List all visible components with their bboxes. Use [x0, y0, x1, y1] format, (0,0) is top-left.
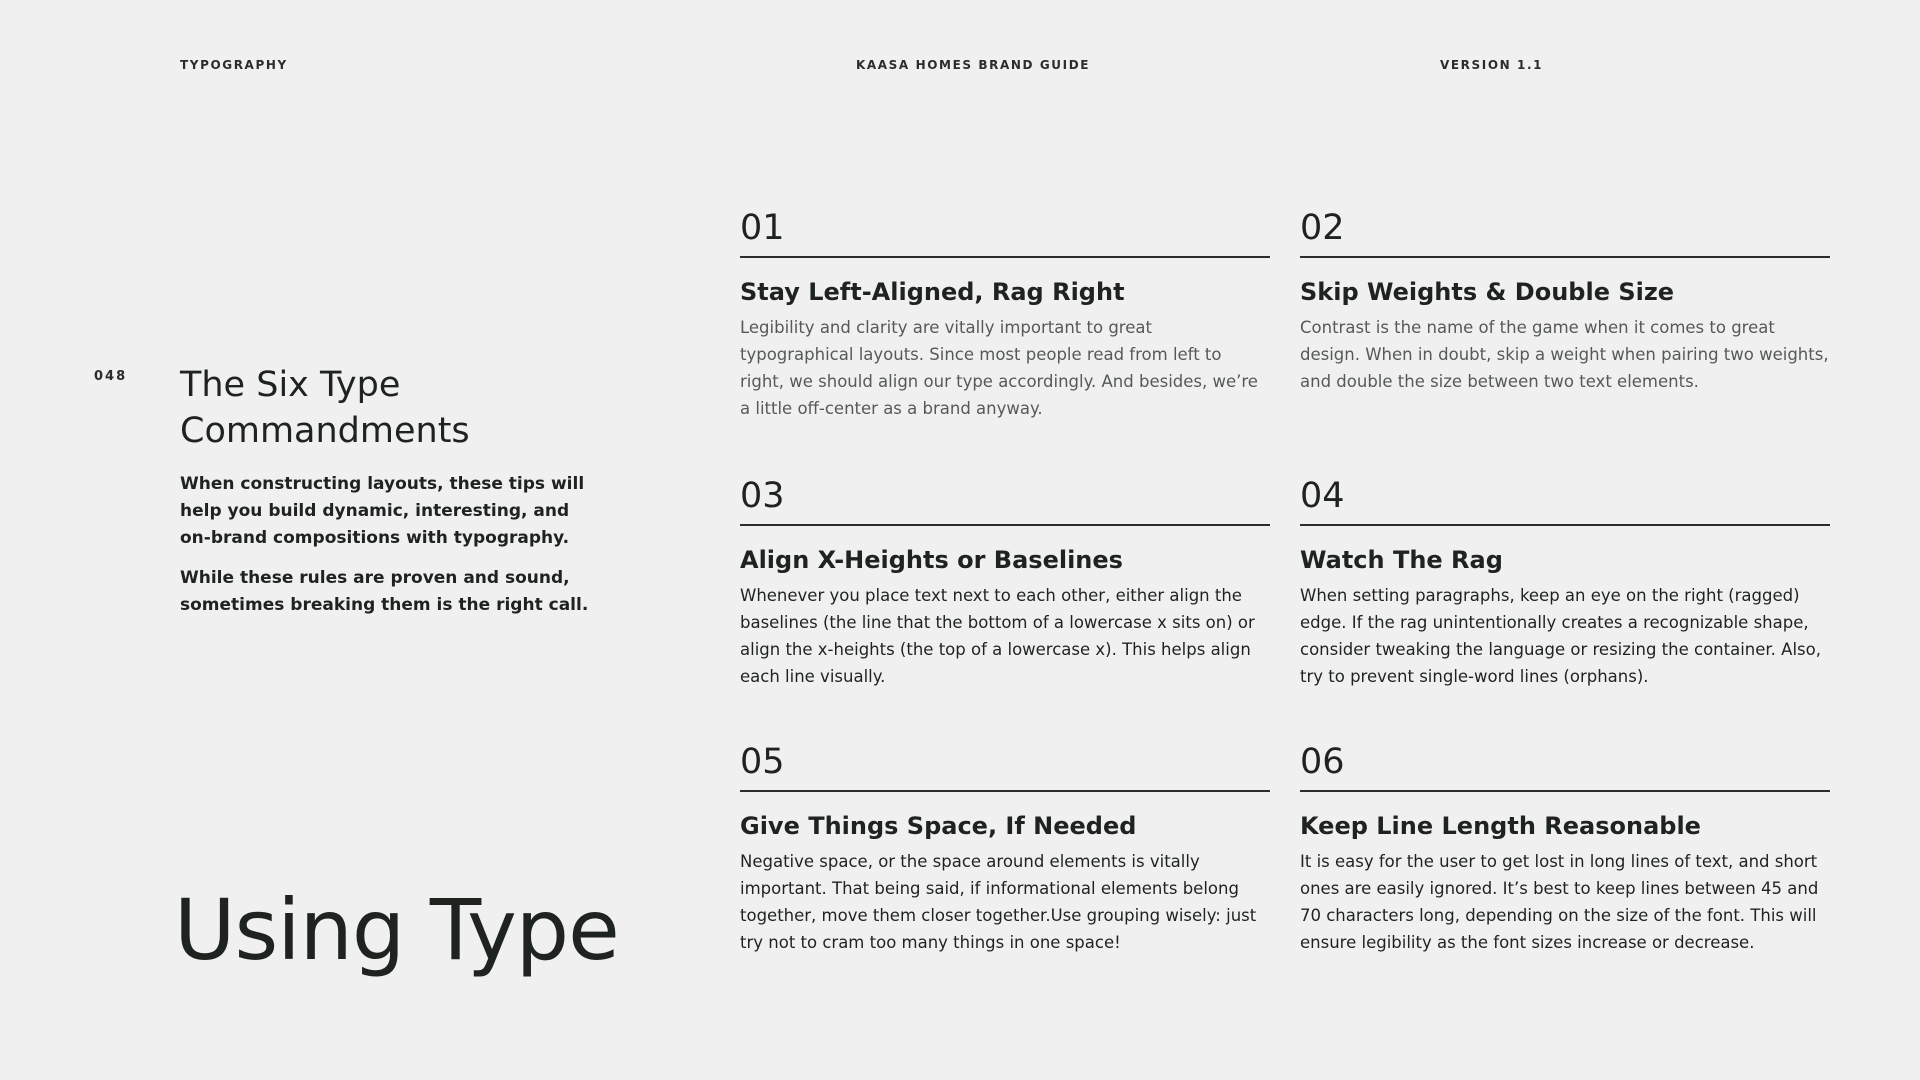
rule-number: 01 — [740, 206, 1270, 258]
rule-body: When setting paragraphs, keep an eye on the right (ragged) edge. If the rag unintentionally creates a recognizable shape, consider tweaking the language or resizing the container. Also, try to prevent single-word lines (orphans). — [1300, 586, 1821, 686]
rule-body: Whenever you place text next to each other, either align the baselines (the line that the bottom of a lowercase x sits on) or align the x-heights (the top of a lowercase x). This helps align each line visually. — [740, 586, 1255, 686]
intro-paragraph: While these rules are proven and sound, sometimes breaking them is the right call. — [180, 568, 589, 615]
rule-number: 03 — [740, 474, 1270, 526]
rule-heading: Align X-Heights or Baselines — [740, 546, 1123, 574]
rule-body: Legibility and clarity are vitally important to great typographical layouts. Since most people read from left to right, we should align our type accordingly. And besides, we’re a little off-center as a brand anyway. — [740, 318, 1258, 418]
rule-number: 02 — [1300, 206, 1830, 258]
rule-heading: Keep Line Length Reasonable — [1300, 812, 1701, 840]
rule-item — [740, 206, 1270, 422]
page-number: 048 — [94, 369, 128, 384]
rule-item — [1300, 740, 1830, 956]
rule-heading: Skip Weights & Double Size — [1300, 278, 1675, 306]
intro-paragraph: When constructing layouts, these tips will help you build dynamic, interesting, and on-brand compositions with typography. — [180, 474, 585, 548]
rule-heading: Stay Left-Aligned, Rag Right — [740, 278, 1125, 306]
rule-heading: Give Things Space, If Needed — [740, 812, 1137, 840]
rule-body: Contrast is the name of the game when it comes to great design. When in doubt, skip a weight when pairing two weights, and double the size between two text elements. — [1300, 318, 1829, 391]
rule-item — [1300, 474, 1830, 690]
rule-number: 05 — [740, 740, 1270, 792]
version-label: VERSION 1.1 — [1440, 58, 1544, 72]
rule-number: 04 — [1300, 474, 1830, 526]
rule-body: Negative space, or the space around elements is vitally important. That being said, if informational elements belong together, move them closer together.Use grouping wisely: just try not to cram too many things in one space! — [740, 852, 1257, 952]
rule-item — [1300, 206, 1830, 395]
guide-title: KAASA HOMES BRAND GUIDE — [856, 58, 1091, 72]
rule-number: 06 — [1300, 740, 1830, 792]
rule-body: It is easy for the user to get lost in long lines of text, and short ones are easily ignored. It’s best to keep lines between 45 and 70 characters long, depending on the size of the font. This will ensure legibility as the font sizes increase or decrease. — [1300, 852, 1819, 952]
rule-heading: Watch The Rag — [1300, 546, 1503, 574]
rule-item — [740, 474, 1270, 690]
rule-item — [740, 740, 1270, 956]
display-title: Using Type — [174, 881, 619, 979]
section-label: TYPOGRAPHY — [180, 58, 288, 72]
intro-title: The Six Type Commandments — [180, 365, 470, 451]
